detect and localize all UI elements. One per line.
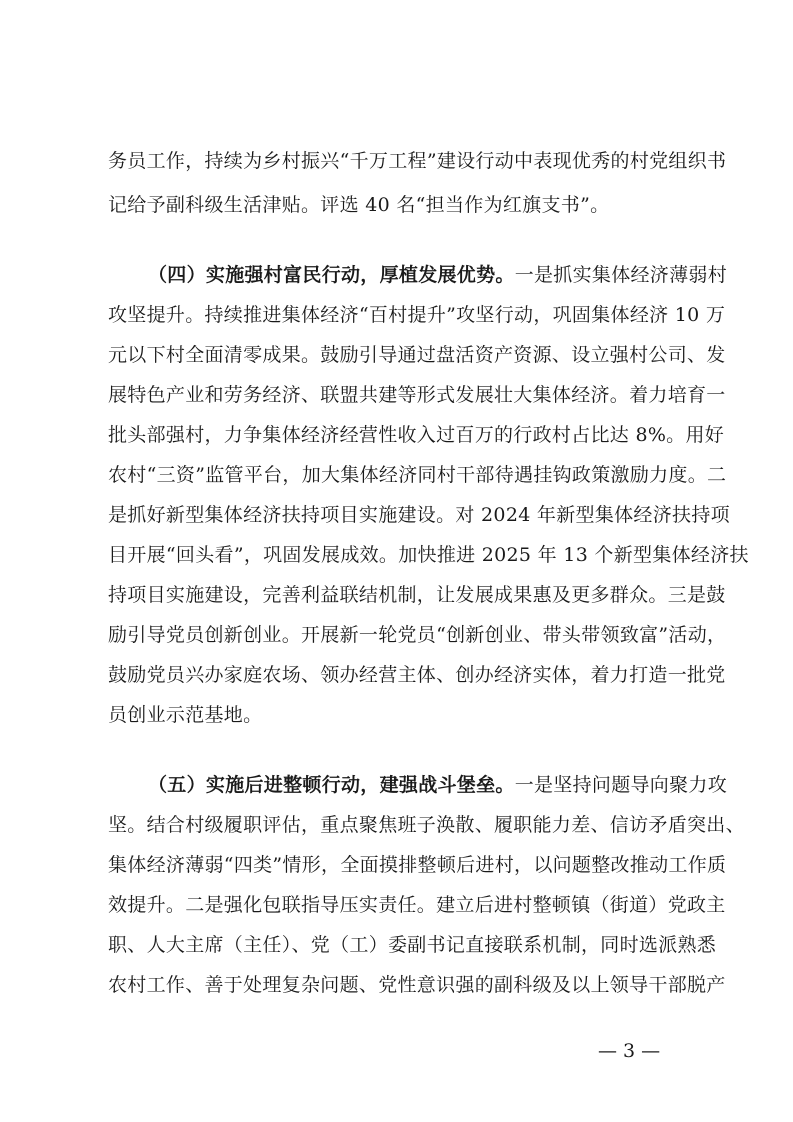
section-5-first-line	[148, 767, 728, 803]
body-line: 农村“三资”监管平台，加大集体经济同村干部待遇挂钩政策激励力度。二	[108, 464, 727, 486]
body-line: 励引导党员创新创业。开展新一轮党员“创新创业、带头带领致富”活动，	[108, 624, 727, 646]
body-line: 攻坚提升。持续推进集体经济“百村提升”攻坚行动，巩固集体经济 10 万	[108, 304, 726, 326]
body-line: 记给予副科级生活津贴。评选 40 名“担当作为红旗支书”。	[108, 194, 610, 216]
body-line: 批头部强村，力争集体经济经营性收入过百万的行政村占比达 8%。用好	[108, 424, 725, 446]
section-4-first-line	[148, 257, 728, 293]
body-line: 农村工作、善于处理复杂问题、党性意识强的副科级及以上领导干部脱产	[108, 974, 726, 996]
section-4-first-line-text: 一是抓实集体经济薄弱村	[514, 264, 728, 286]
page-number: — 3 —	[598, 1040, 661, 1062]
body-line: 是抓好新型集体经济扶持项目实施建设。对 2024 年新型集体经济扶持项	[108, 504, 730, 526]
body-line: 展特色产业和劳务经济、联盟共建等形式发展壮大集体经济。着力培育一	[108, 384, 726, 406]
body-line: 坚。结合村级履职评估，重点聚焦班子涣散、履职能力差、信访矛盾突出、	[108, 814, 745, 836]
body-line: 效提升。二是强化包联指导压实责任。建立后进村整顿镇（街道）党政主	[108, 894, 726, 916]
body-line: 元以下村全面清零成果。鼓励引导通过盘活资产资源、设立强村公司、发	[108, 344, 726, 366]
section-4-heading: （四）实施强村富民行动，厚植发展优势。	[148, 264, 515, 286]
section-5-heading: （五）实施后进整顿行动，建强战斗堡垒。	[148, 774, 515, 796]
body-line: 目开展“回头看”，巩固发展成效。加快推进 2025 年 13 个新型集体经济扶	[108, 544, 749, 566]
body-line: 集体经济薄弱“四类”情形，全面摸排整顿后进村，以问题整改推动工作质	[108, 854, 727, 876]
body-line: 鼓励党员兴办家庭农场、领办经营主体、创办经济实体，着力打造一批党	[108, 664, 726, 686]
body-line: 职、人大主席（主任）、党（工）委副书记直接联系机制，同时选派熟悉	[108, 934, 717, 956]
section-5-first-line-text: 一是坚持问题导向聚力攻	[514, 774, 728, 796]
body-line: 持项目实施建设，完善利益联结机制，让发展成果惠及更多群众。三是鼓	[108, 584, 726, 606]
body-line: 务员工作，持续为乡村振兴“千万工程”建设行动中表现优秀的村党组织书	[108, 150, 727, 172]
body-line: 员创业示范基地。	[108, 704, 263, 726]
